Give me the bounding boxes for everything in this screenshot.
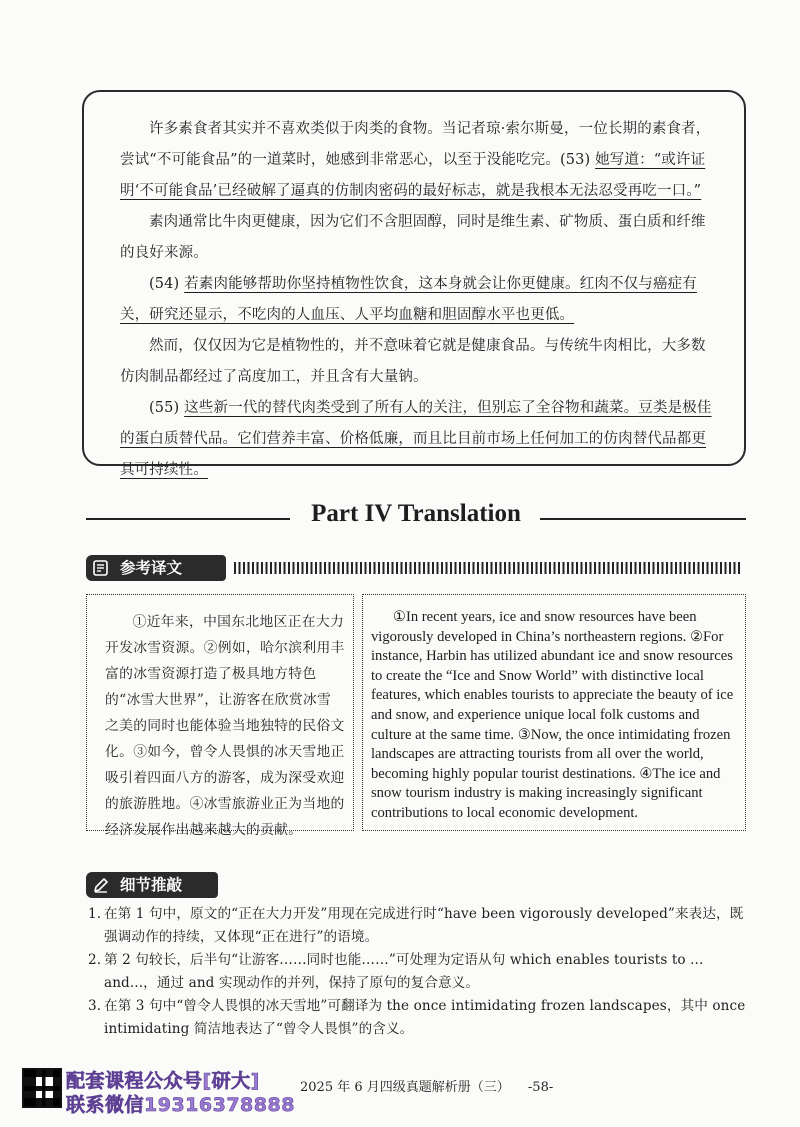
note-item: 1. 在第 1 句中，原文的“正在大力开发”用现在完成进行时“have been vigorously developed”来表达，既强调动作的持续，又体现“正在进行”的语境。 [88, 906, 744, 945]
part-title: Part IV Translation [311, 500, 521, 527]
chinese-source-text: ①近年来，中国东北地区正在大力开发冰雪资源。②例如，哈尔滨利用丰富的冰雪资源打造了极具地方特色的“冰雪大世界”，让游客在欣赏冰雪之美的同时也能体验当地独特的民俗文化。③如今，曾令人畏惧的冰天雪地正吸引着四面八方的游客，成为深受欢迎的旅游胜地。④冰雪旅游业正为当地的经济发展作出越来越大的贡献。 [105, 614, 345, 838]
qr-code-icon [22, 1068, 62, 1108]
heading-rule-right [540, 518, 746, 520]
page-number: -58- [527, 1080, 554, 1095]
reading-translation-box [82, 90, 746, 478]
heading-rule-left [86, 518, 290, 520]
page-footer [300, 1076, 553, 1095]
question-number-55: (55) [149, 400, 180, 416]
chinese-source-box [86, 594, 354, 838]
note-item: 3. 在第 3 句中“曾令人畏惧的冰天雪地”可翻译为 the once intimidating frozen landscapes，其中 once intimidating 简洁地表达了“曾令人畏惧”的含义。 [88, 998, 746, 1037]
question-number-54: (54) [149, 276, 180, 292]
detail-analysis-tag [86, 872, 218, 898]
reading-paragraph-4: 然而，仅仅因为它是植物性的，并不意味着它就是健康食品。与传统牛肉相比，大多数仿肉制品都经过了高度加工，并且含有大量钠。 [120, 338, 706, 385]
reading-paragraph-2: 素肉通常比牛肉更健康，因为它们不含胆固醇，同时是维生素、矿物质、蛋白质和纤维的良好来源。 [120, 214, 706, 261]
document-icon [92, 559, 110, 577]
reference-translation-tag [86, 555, 226, 581]
reference-translation-label: 参考译文 [120, 559, 183, 577]
answer-53: 她写道：“或许证明‘不可能食品’已经破解了逼真的仿制肉密码的最好标志，就是我根本无法忍受再吃一口。” [120, 152, 706, 199]
english-translation-box [362, 594, 746, 831]
edit-icon [92, 876, 110, 894]
reading-paragraph-1: 许多素食者其实并不喜欢类似于肉类的食物。当记者琼·索尔斯曼，一位长期的素食者，尝试“不可能食品”的一道菜时，她感到非常恶心，以至于没能吃完。(53) 她写道：“或许证明‘不可能食品’已经破解了逼真的仿制肉密码的最好标志，就是我根本无法忍受再吃一口。” [120, 121, 711, 199]
english-translation-text: ①In recent years, ice and snow resources have been vigorously developed in China’s northeastern regions. ②For instance, Harbin has utilized abundant ice and snow resources to create the “Ice and Snow World” with distinctive local features, which enables tourists to appreciate the beauty of ice and snow, and experience unique local folk customs and culture at the same time. ③Now, the once intimidating frozen landscapes are attracting tourists from all over the world, becoming highly popular tourist destinations. ④The ice and snow tourism industry is making increasingly significant contributions to local economic development. [371, 609, 734, 821]
reading-paragraph-5 [120, 393, 714, 486]
decorative-bars [234, 562, 742, 574]
book-title: 2025 年 6 月四级真题解析册（三） [300, 1080, 510, 1095]
answer-55: 这些新一代的替代肉类受到了所有人的关注，但别忘了全谷物和蔬菜。豆类是极佳的蛋白质替代品。它们营养丰富、价格低廉，而且比目前市场上任何加工的仿肉替代品都更具可持续性。 [120, 400, 712, 478]
reading-paragraph-3 [120, 269, 714, 331]
promo-line-2: 联系微信19316378888 [66, 1094, 295, 1116]
question-number-53: (53) [559, 152, 591, 168]
answer-54: 若素肉能够帮助你坚持植物性饮食，这本身就会让你更健康。红肉不仅与癌症有关，研究还显示，不吃肉的人血压、人平均血糖和胆固醇水平也更低。 [120, 276, 697, 323]
promo-line-1: 配套课程公众号[研大] [66, 1070, 260, 1092]
detail-analysis-label: 细节推敲 [120, 876, 183, 894]
note-item: 2. 第 2 句较长，后半句“让游客……同时也能……”可处理为定语从句 which enables tourists to ... and...，通过 and 实现动作的并列，保持了原句的复合意义。 [88, 952, 704, 991]
